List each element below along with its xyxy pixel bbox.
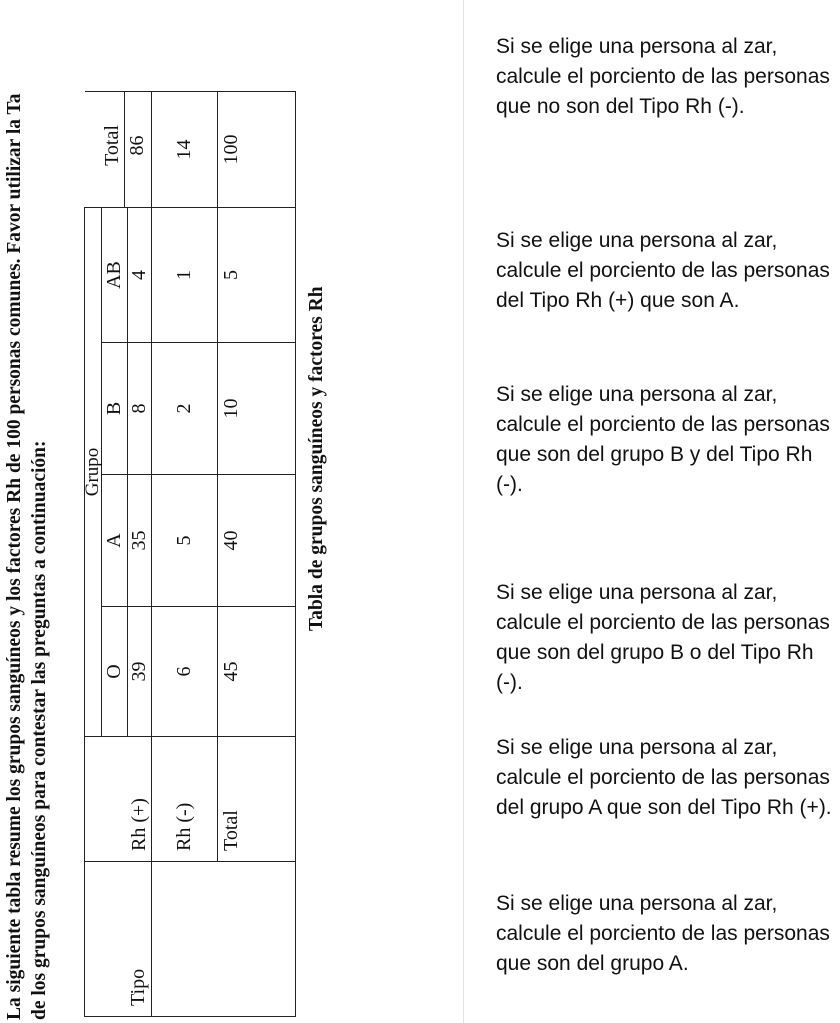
panel-divider — [463, 0, 464, 1023]
cell-rhminus-o: 6 — [152, 607, 218, 737]
row-label-total: Total — [218, 737, 296, 862]
cell-rhplus-a: 35 — [128, 475, 152, 607]
col-header-b: B — [102, 343, 128, 475]
question-4: Si se elige una persona al zar, calcule el porciento de las personas que son del grupo B o del Tipo Rh (-). — [496, 581, 830, 694]
row-label-rh-plus: Rh (+) — [128, 737, 152, 862]
row-label-header-blank — [85, 737, 128, 862]
col-header-total: Total — [101, 125, 123, 166]
question-3: Si se elige una persona al zar, calcule el porciento de las personas que son del grupo B y del Tipo Rh (-). — [496, 383, 830, 496]
intro-text — [2, 0, 52, 1020]
cell-rhplus-b: 8 — [128, 343, 152, 475]
cell-total-ab: 5 — [218, 208, 296, 343]
cell-total-o: 45 — [218, 607, 296, 737]
question-2: Si se elige una persona al zar, calcule el porciento de las personas del Tipo Rh (+) que son A. — [496, 229, 830, 312]
tipo-header: Tipo — [85, 862, 152, 1017]
cell-rhplus-ab: 4 — [128, 208, 152, 343]
question-6: Si se elige una persona al zar, calcule el porciento de las personas que son del grupo A. — [496, 892, 830, 975]
question-5: Si se elige una persona al zar, calcule el porciento de las personas del grupo A que son del Tipo Rh (+). — [496, 736, 832, 819]
question-1: Si se elige una persona al zar, calcule el porciento de las personas que no son del Tipo Rh (-). — [496, 35, 830, 118]
row-label-rh-minus: Rh (-) — [152, 737, 218, 862]
cell-rhminus-b: 2 — [152, 343, 218, 475]
cell-rhminus-ab: 1 — [152, 208, 218, 343]
col-header-a: A — [102, 475, 128, 607]
cell-rhplus-total: 86 — [126, 135, 148, 156]
col-header-o: O — [102, 607, 128, 737]
intro-line-2: de los grupos sanguíneos para contestar las preguntas a continuación: — [29, 440, 50, 1020]
tipo-column-blank-2 — [218, 862, 296, 1017]
blood-type-table — [84, 91, 296, 1017]
cell-rhminus-total: 14 — [152, 92, 218, 208]
tipo-column-blank — [152, 862, 218, 1017]
cell-total-b: 10 — [218, 343, 296, 475]
cell-rhplus-o: 39 — [128, 607, 152, 737]
cell-total-total: 100 — [218, 92, 296, 208]
grupo-header: Grupo — [85, 208, 102, 737]
intro-line-1: La siguiente tabla resume los grupos sanguíneos y los factores Rh de 100 personas comunes. Favor utilizar la Ta — [4, 93, 25, 1020]
table-caption: Tabla de grupos sanguíneos y factores Rh — [306, 286, 327, 631]
cell-rhminus-a: 5 — [152, 475, 218, 607]
cell-total-a: 40 — [218, 475, 296, 607]
col-header-ab: AB — [102, 208, 128, 343]
